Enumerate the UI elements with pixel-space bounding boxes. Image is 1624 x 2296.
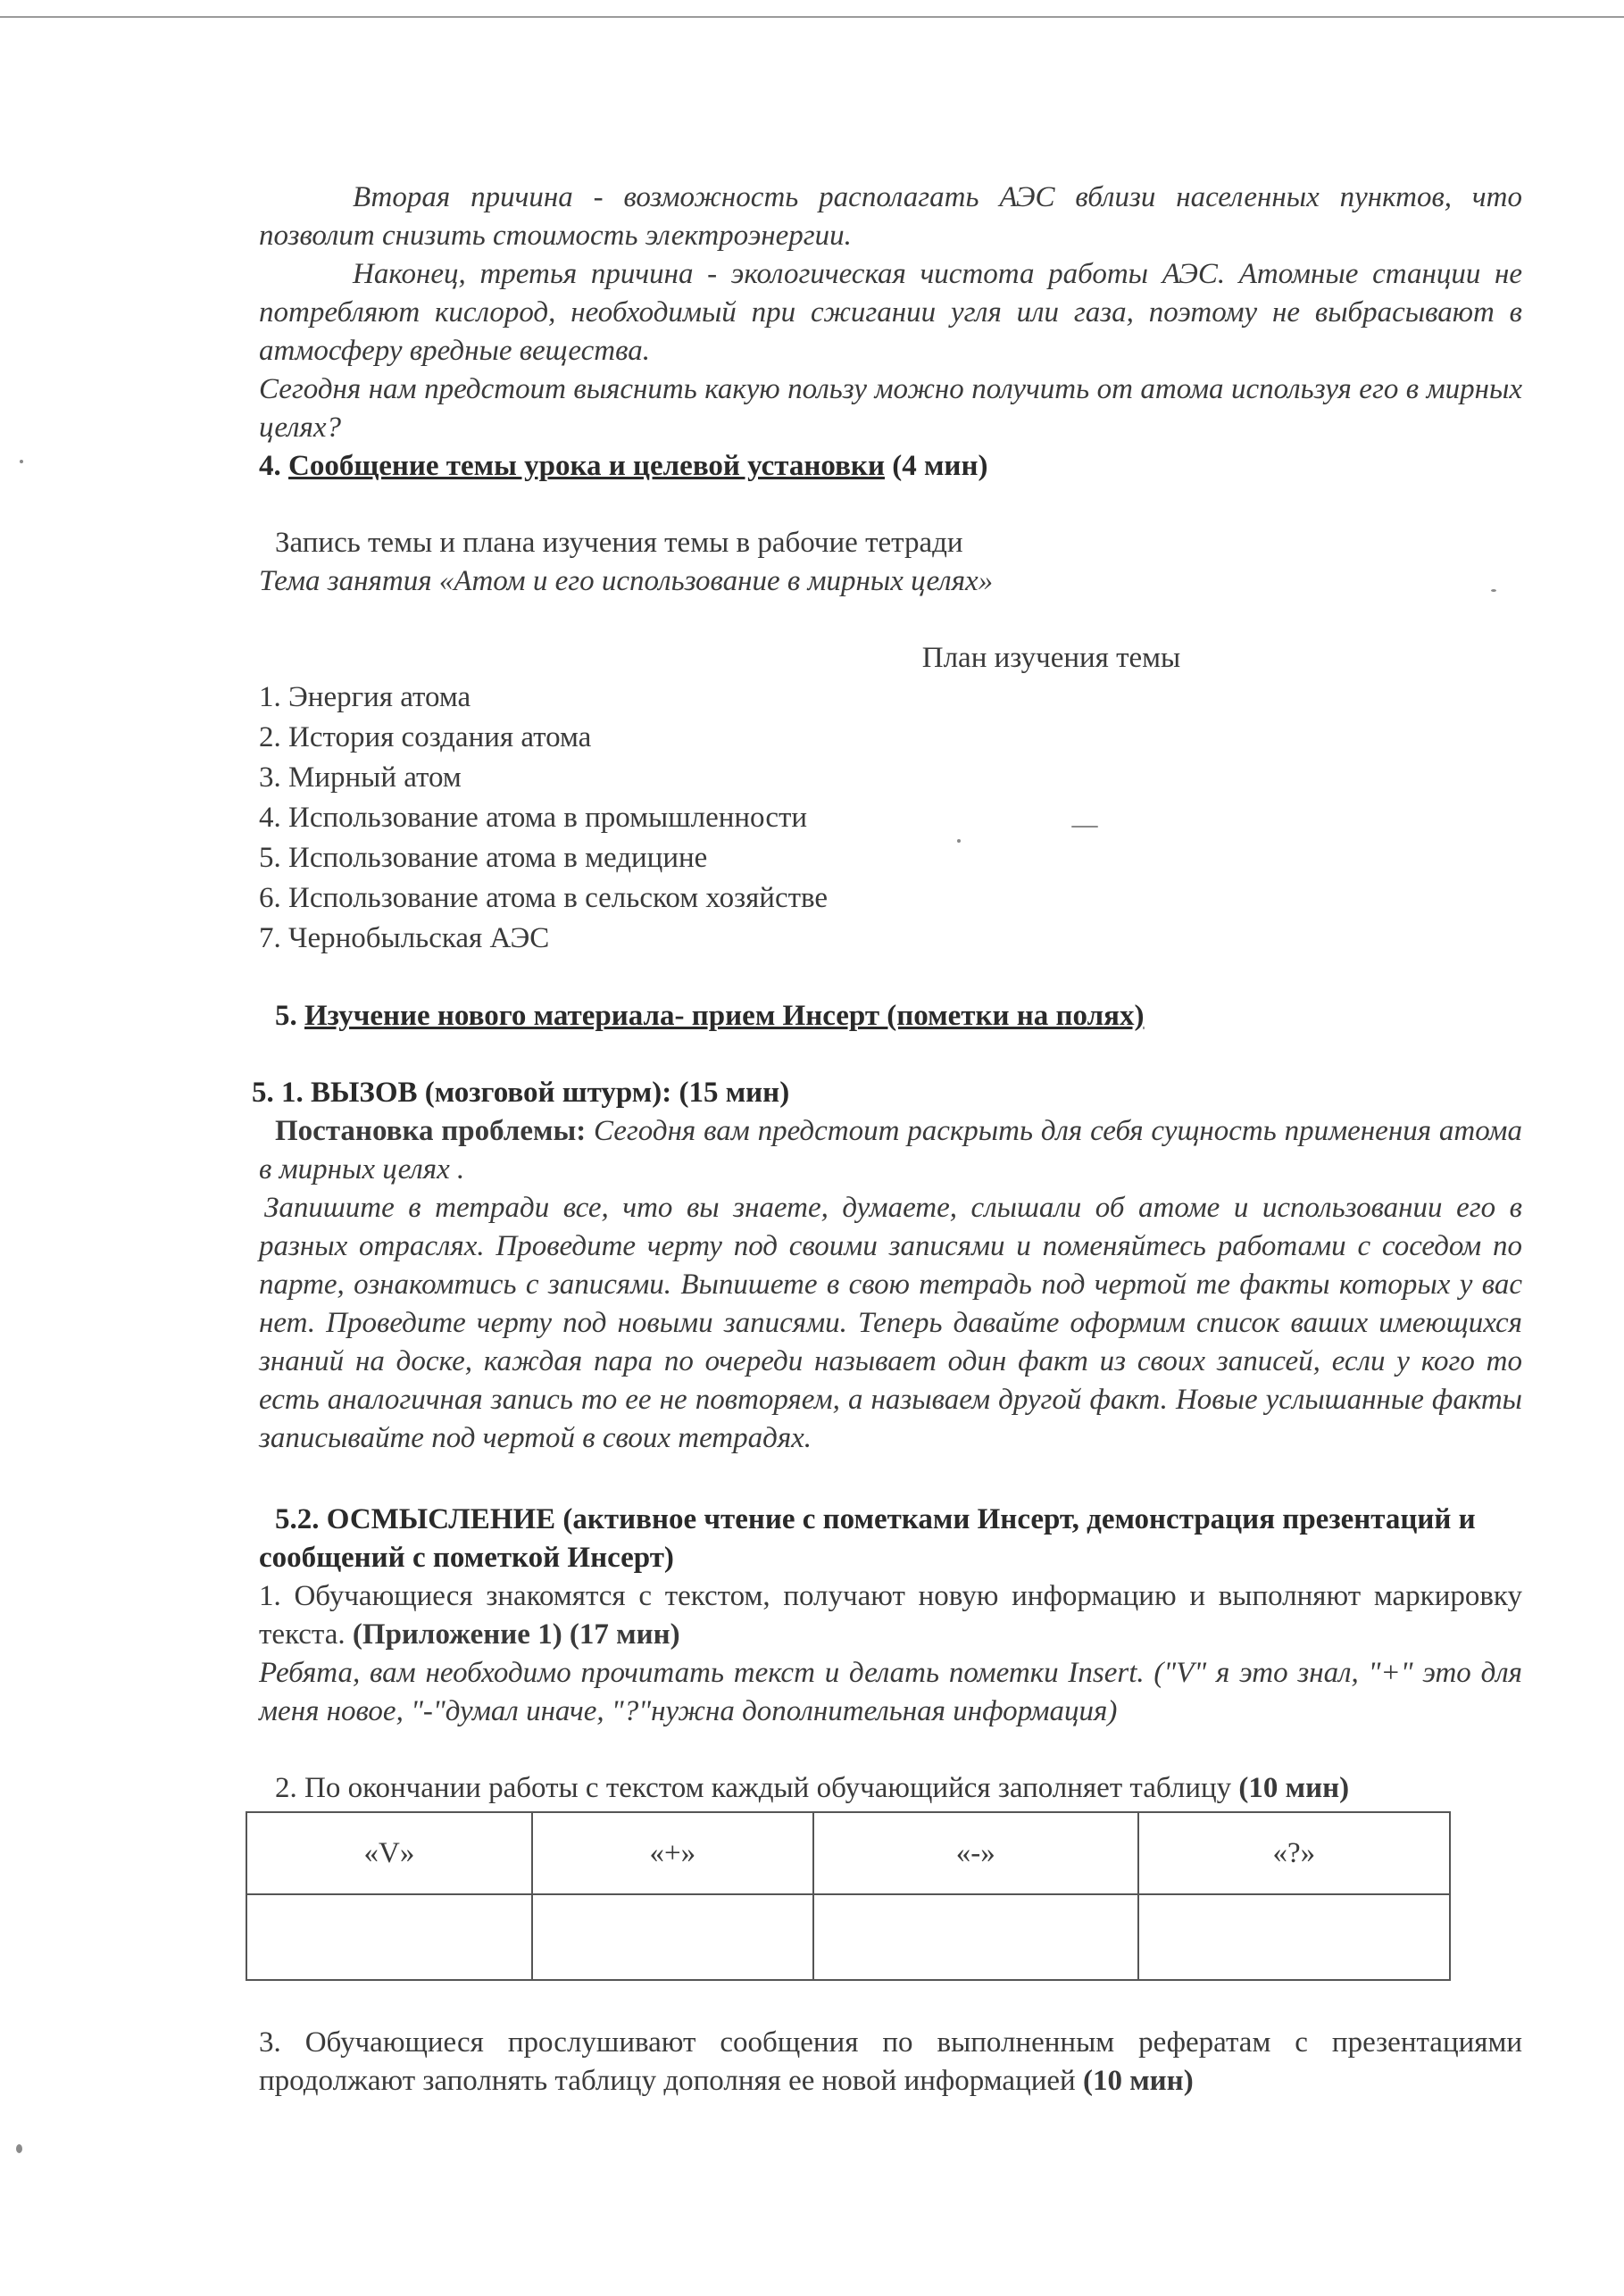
insert-table	[246, 1811, 1451, 1981]
table-header-v: «V»	[246, 1812, 532, 1894]
section-5-1-heading	[252, 1074, 1522, 1112]
scan-speck	[20, 460, 23, 463]
problem-text: Сегодня вам предстоит раскрыть для себя сущность применения атома в мирных целях .	[259, 1115, 1522, 1185]
task-paragraph: Запишите в тетради все, что вы знаете, думаете, слышали об атоме и использовании его в разных отраслях. Проведите черту под своими записями и поменяйтесь работами с соседом по парте, ознакомтись с записями. Выпишете в свою тетрадь под чертой те факты которых у вас нет. Проведите черту под новыми записями. Теперь давайте оформим список ваших имеющихся знаний на доске, каждая пара по очереди называет один факт из своих записей, если у кого то есть аналогичная запись то ее не повторяем, а называем другой факт. Новые услышанные факты записывайте под чертой в своих тетрадях.	[259, 1192, 1522, 1454]
section-5-number: 5.	[275, 1000, 297, 1032]
section-4-heading	[259, 447, 1522, 486]
section-5-1-title: 5. 1. ВЫЗОВ (мозговой штурм):	[252, 1077, 672, 1109]
section-5-1-time: (15 мин)	[679, 1077, 790, 1109]
section-4-title: Сообщение темы урока и целевой установки	[288, 450, 885, 482]
item-3-text: 3. Обучающиеся прослушивают сообщения по выполненным рефератам с презентациями продолжают заполнять таблицу дополняя ее новой информацией	[259, 2026, 1522, 2097]
intro-paragraph-1: Вторая причина - возможность располагать АЭС вблизи населенных пунктов, что позволит снизить стоимость электроэнергии.	[259, 181, 1522, 252]
item-1-text: 1. Обучающиеся знакомятся с текстом, получают новую информацию и выполняют маркировку текста.	[259, 1580, 1522, 1651]
table-header-minus: «-»	[813, 1812, 1138, 1894]
item-1-paragraph	[259, 1577, 1522, 1654]
section-5-title: Изучение нового материала- прием Инсерт (пометки на полях)	[304, 1000, 1145, 1032]
table-header-question: «?»	[1138, 1812, 1450, 1894]
scan-speck	[957, 839, 961, 843]
plan-list	[259, 678, 1522, 959]
plan-item: 6. Использование атома в сельском хозяйстве	[259, 882, 829, 914]
intro-paragraph-3: Сегодня нам предстоит выяснить какую пользу можно получить от атома используя его в мирных целях?	[259, 373, 1522, 444]
scan-speck	[1491, 589, 1496, 592]
document-content	[252, 179, 1522, 2101]
table-cell	[1138, 1894, 1450, 1980]
section-4-time: (4 мин)	[892, 450, 988, 482]
plan-item: 4. Использование атома в промышленности	[259, 802, 808, 834]
plan-item: 3. Мирный атом	[259, 761, 462, 794]
item-2-paragraph	[259, 1769, 1522, 1808]
plan-item: 2. История создания атома	[259, 721, 592, 753]
table-cell	[532, 1894, 813, 1980]
problem-statement	[259, 1112, 1522, 1189]
section-4-number: 4.	[259, 450, 281, 482]
item-3-bold: (10 мин)	[1082, 2065, 1194, 2097]
table-row	[246, 1894, 1450, 1980]
item-2-text: 2. По окончании работы с текстом каждый обучающийся заполняет таблицу	[275, 1772, 1232, 1804]
intro-paragraph-2: Наконец, третья причина - экологическая чистота работы АЭС. Атомные станции не потребляют кислород, необходимый при сжигании угля или газа, поэтому не выбрасывают в атмосферу вредные вещества.	[259, 258, 1522, 367]
record-topic-line: Запись темы и плана изучения темы в рабочие тетради	[275, 527, 963, 559]
section-5-2-heading: 5.2. ОСМЫСЛЕНИЕ (активное чтение с пометками Инсерт, демонстрация презентаций и сообщений с пометкой Инсерт)	[259, 1503, 1476, 1574]
item-1-bold: (Приложение 1) (17 мин)	[352, 1618, 680, 1651]
table-cell	[246, 1894, 532, 1980]
scan-edge-line	[0, 16, 1624, 18]
problem-label: Постановка проблемы:	[275, 1115, 587, 1147]
insert-table-wrapper	[246, 1811, 1522, 1981]
table-header-plus: «+»	[532, 1812, 813, 1894]
plan-item: 5. Использование атома в медицине	[259, 842, 708, 874]
plan-item: 7. Чернобыльская АЭС	[259, 922, 550, 954]
item-2-bold: (10 мин)	[1238, 1772, 1350, 1804]
topic-line: Тема занятия «Атом и его использование в мирных целях»	[259, 565, 994, 597]
scan-speck	[16, 2144, 22, 2153]
table-header-row	[246, 1812, 1450, 1894]
item-1-instruction: Ребята, вам необходимо прочитать текст и делать пометки Insert. ("V" я это знал, "+" это для меня новое, "-"думал иначе, "?"нужна дополнительная информация)	[259, 1657, 1522, 1727]
plan-item: 1. Энергия атома	[259, 681, 471, 713]
section-5-heading	[259, 997, 1522, 1036]
plan-title: План изучения темы	[921, 642, 1181, 674]
scan-speck	[1071, 826, 1098, 828]
item-3-paragraph	[259, 2024, 1522, 2101]
table-cell	[813, 1894, 1138, 1980]
